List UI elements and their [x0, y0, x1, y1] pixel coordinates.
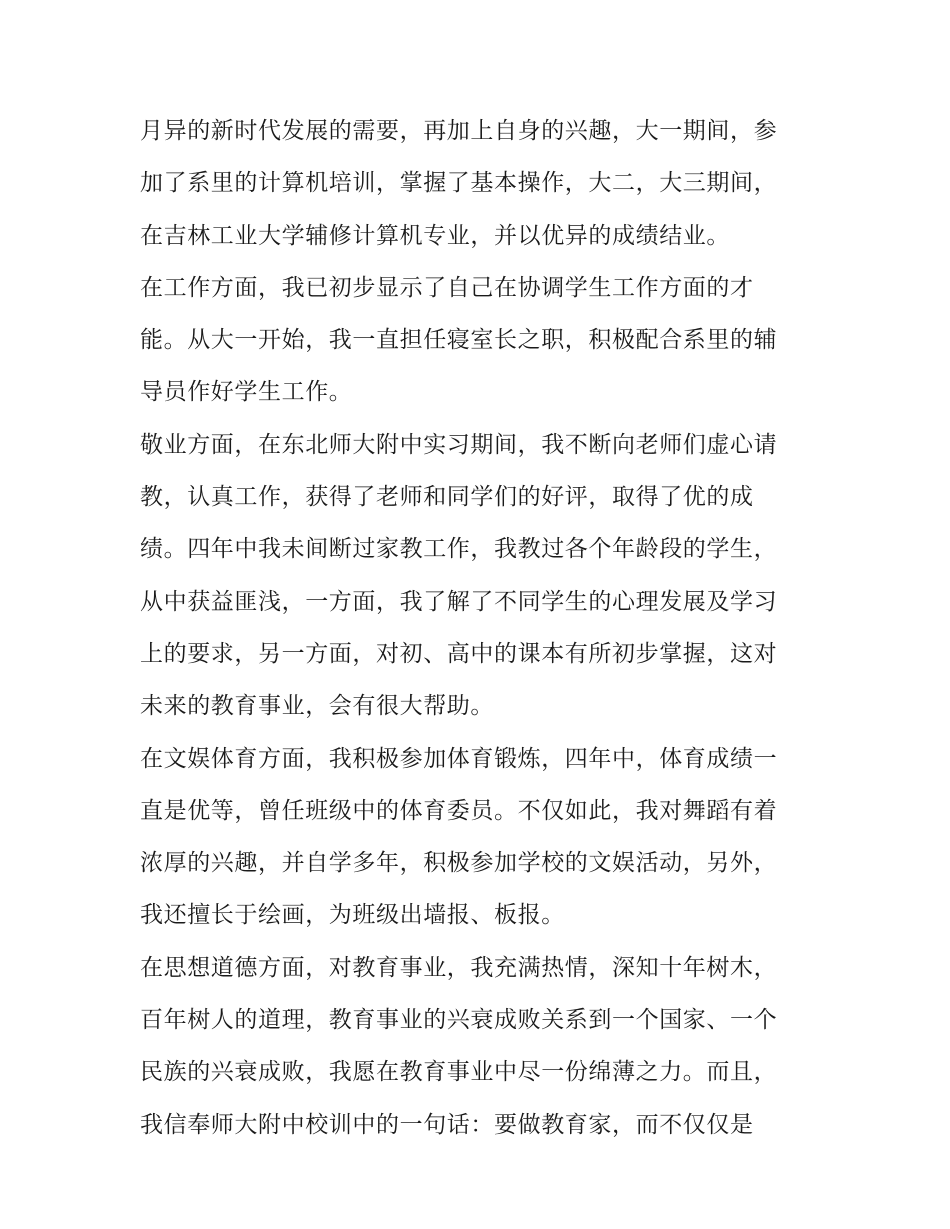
text-line: 在文娱体育方面，我积极参加体育锻炼，四年中，体育成绩一	[140, 745, 778, 772]
text-line: 从中获益匪浅，一方面，我了解了不同学生的心理发展及学习	[140, 588, 778, 615]
text-line: 教，认真工作，获得了老师和同学们的好评，取得了优的成	[140, 484, 754, 511]
text-line: 在思想道德方面，对教育事业，我充满热情，深知十年树木，	[140, 954, 778, 981]
text-line: 民族的兴衰成败，我愿在教育事业中尽一份绵薄之力。而且，	[140, 1059, 778, 1086]
text-line: 月异的新时代发展的需要，再加上自身的兴趣，大一期间，参	[140, 118, 778, 144]
text-line: 敬业方面，在东北师大附中实习期间，我不断向老师们虚心请	[140, 431, 778, 458]
text-line: 绩。四年中我未间断过家教工作，我教过各个年龄段的学生，	[140, 536, 778, 563]
text-line: 上的要求，另一方面，对初、高中的课本有所初步掌握，这对	[140, 640, 778, 667]
text-line: 导员作好学生工作。	[140, 379, 353, 406]
body-text	[140, 105, 820, 1151]
text-line: 能。从大一开始，我一直担任寝室长之职，积极配合系里的辅	[140, 327, 778, 354]
text-line: 加了系里的计算机培训，掌握了基本操作，大二，大三期间，	[140, 170, 778, 197]
text-line: 浓厚的兴趣，并自学多年，积极参加学校的文娱活动，另外，	[140, 850, 778, 877]
text-line: 我信奉师大附中校训中的一句话：要做教育家，而不仅仅是	[140, 1111, 754, 1138]
text-line: 直是优等，曾任班级中的体育委员。不仅如此，我对舞蹈有着	[140, 797, 778, 824]
text-line: 在工作方面，我已初步显示了自己在协调学生工作方面的才	[140, 274, 754, 301]
text-line: 百年树人的道理，教育事业的兴衰成败关系到一个国家、一个	[140, 1007, 778, 1034]
text-line: 未来的教育事业，会有很大帮助。	[140, 693, 494, 720]
text-line: 在吉林工业大学辅修计算机专业，并以优异的成绩结业。	[140, 222, 730, 249]
text-line: 我还擅长于绘画，为班级出墙报、板报。	[140, 902, 565, 929]
